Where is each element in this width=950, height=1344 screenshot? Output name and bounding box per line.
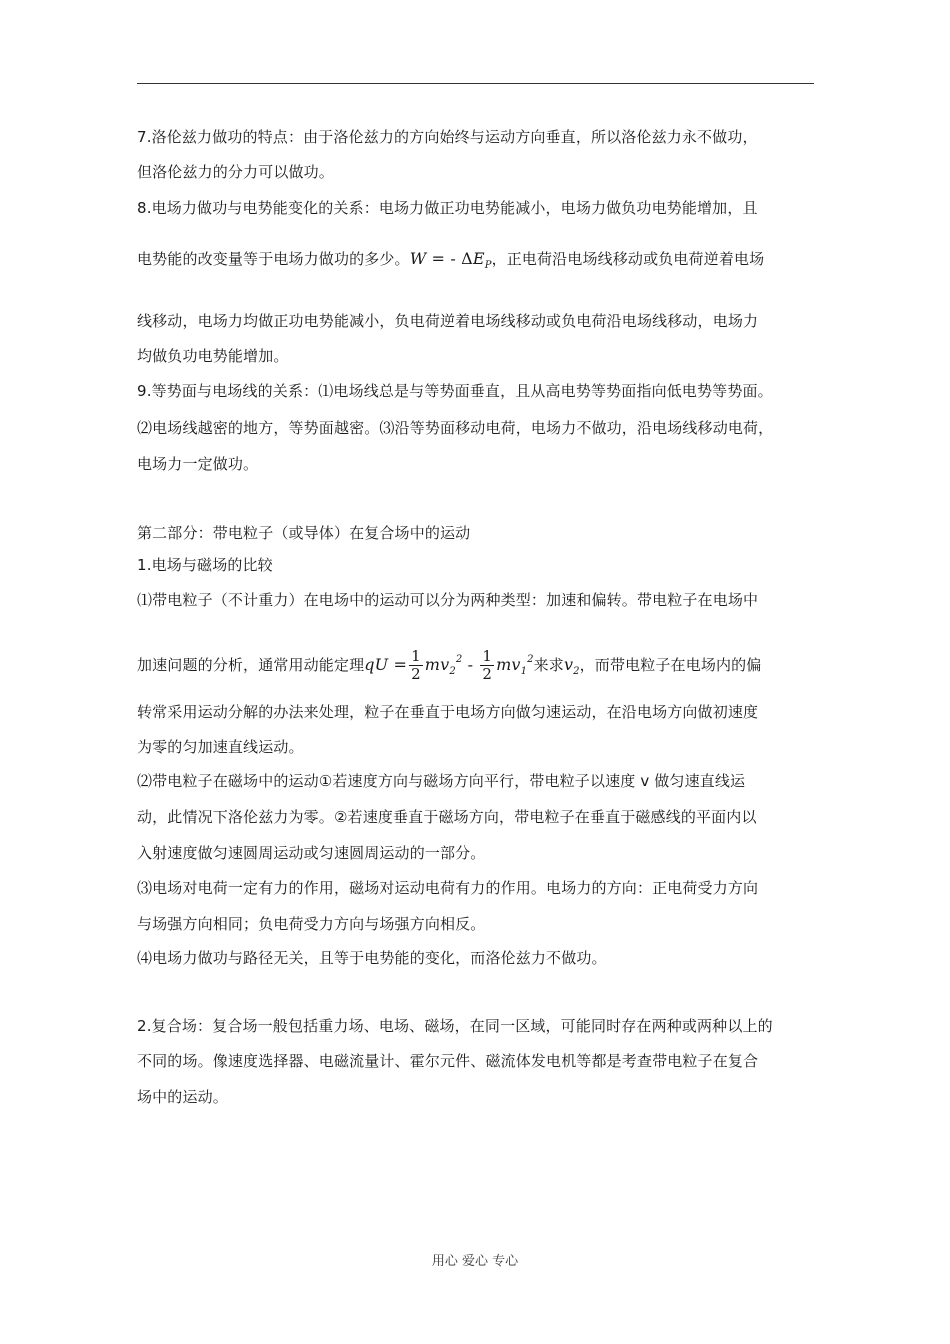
page-footer: 用心 爱心 专心 [431,1254,519,1269]
formula-v2: $v_2$ [563,655,580,677]
item-1-line-2: 加速问题的分析，通常用动能定理qU = $\frac{1}{2}$ $mv_2^2$ - $\frac{1}{2}$ $mv_1^2$来求$v_2$，而带电粒子在电场内的偏 [137,647,762,683]
subsection-2-line-1: 2.复合场：复合场一般包括重力场、电场、磁场，在同一区域，可能同时存在两种或两种以上的 [137,1017,773,1035]
item-3-line-1: ⑶电场对电荷一定有力的作用，磁场对运动电荷有力的作用。电场力的方向：正电荷受力方向 [137,879,759,897]
section-heading-part-2: 第二部分：带电粒子（或导体）在复合场中的运动 [137,524,471,542]
para-7-line-2: 但洛伦兹力的分力可以做功。 [137,163,334,181]
formula-work-energy: W = - $\Delta E_P$ [409,249,492,271]
para-8-line-2: 电势能的改变量等于电场力做功的多少。W = - $\Delta E_P$，正电荷沿电场线移动或负电荷逆着电场 [137,249,765,271]
para-9-line-1: 9.等势面与电场线的关系：⑴电场线总是与等势面垂直，且从高电势等势面指向低电势等势面。 [137,382,773,400]
para-9-line-3: 电场力一定做功。 [137,455,259,473]
item-1-line-1: ⑴带电粒子（不计重力）在电场中的运动可以分为两种类型：加速和偏转。带电粒子在电场中 [137,591,759,609]
para-8-line-4: 均做负功电势能增加。 [137,347,289,365]
para-8-line-1: 8.电场力做功与电势能变化的关系：电场力做正功电势能减小，电场力做负功电势能增加，且 [137,199,758,217]
formula-kinetic-energy: qU = $\frac{1}{2}$ $mv_2^2$ - $\frac{1}{2}$ $mv_1^2$ [364,647,534,683]
item-1-line-4: 为零的匀加速直线运动。 [137,738,304,756]
item-4-line-1: ⑷电场力做功与路径无关，且等于电势能的变化，而洛伦兹力不做功。 [137,949,607,967]
header-rule [137,83,814,84]
para-9-line-2: ⑵电场线越密的地方，等势面越密。⑶沿等势面移动电荷，电场力不做功，沿电场线移动电荷， [137,419,774,437]
para-7-line-1: 7.洛伦兹力做功的特点：由于洛伦兹力的方向始终与运动方向垂直，所以洛伦兹力永不做功， [137,128,758,146]
para-8-line-3: 线移动，电场力均做正功电势能减小，负电荷逆着电场线移动或负电荷沿电场线移动，电场力 [137,312,759,330]
subsection-title-1: 1.电场与磁场的比较 [137,556,273,574]
item-2-line-3: 入射速度做匀速圆周运动或匀速圆周运动的一部分。 [137,844,486,862]
item-2-line-2: 动，此情况下洛伦兹力为零。②若速度垂直于磁场方向，带电粒子在垂直于磁感线的平面内以 [137,808,757,826]
subsection-2-line-3: 场中的运动。 [137,1088,228,1106]
item-1-line-3: 转常采用运动分解的办法来处理，粒子在垂直于电场方向做匀速运动，在沿电场方向做初速度 [137,703,759,721]
item-2-line-1: ⑵带电粒子在磁场中的运动①若速度方向与磁场方向平行，带电粒子以速度 v 做匀速直线运 [137,772,746,790]
subsection-2-line-2: 不同的场。像速度选择器、电磁流量计、霍尔元件、磁流体发电机等都是考查带电粒子在复合 [137,1052,759,1070]
item-3-line-2: 与场强方向相同；负电荷受力方向与场强方向相反。 [137,915,486,933]
